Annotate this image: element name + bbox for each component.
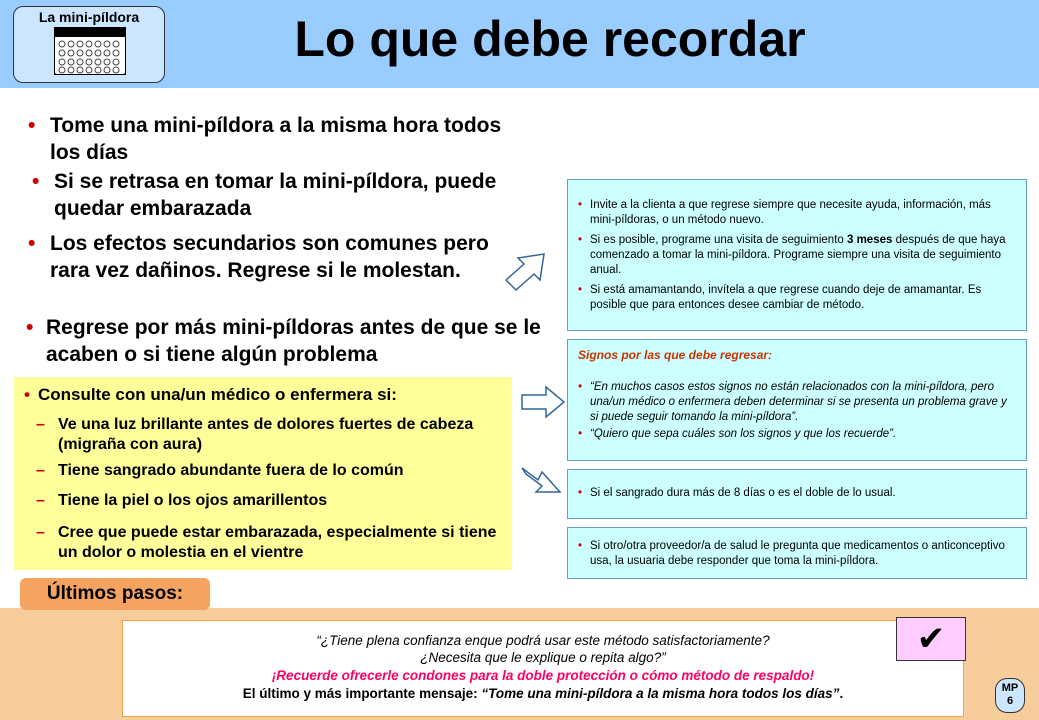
- consult-item-text: Tiene la piel o los ojos amarillentos: [58, 492, 328, 509]
- consult-item-text: Cree que puede estar embarazada, especialmente si tiene un dolor o molestia en el vientre: [58, 524, 497, 561]
- bullet-icon: •: [578, 381, 583, 393]
- consult-heading: [24, 385, 397, 405]
- module-code-badge: [995, 678, 1025, 713]
- info-item-text: después de que haya comenzado a tomar la mini-píldora. Programe siempre una visita de seguimiento anual.: [590, 234, 1006, 276]
- dash-icon: –: [36, 462, 45, 479]
- info-item: [568, 486, 1026, 501]
- main-bullet-text: Regrese por más mini-píldoras antes de que se le acaben o si tiene algún problema: [46, 316, 541, 366]
- bullet-icon: •: [578, 428, 583, 440]
- info-item: [568, 283, 1026, 313]
- info-box-signs: [567, 339, 1027, 461]
- info-item-text: Si el sangrado dura más de 8 días o es el doble de lo usual.: [590, 487, 896, 499]
- dash-icon: –: [36, 492, 45, 509]
- key-message-quote: “Tome una mini-píldora a la misma hora todos los días”: [481, 686, 840, 701]
- info-box-followup: [567, 179, 1027, 331]
- info-item-text: Invite a la clienta a que regrese siempre que necesite ayuda, información, más mini-píldoras, o un método nuevo.: [590, 199, 991, 226]
- bullet-icon: •: [578, 234, 583, 246]
- bullet-icon: •: [578, 199, 583, 211]
- info-item-text: Si otro/otra proveedor/a de salud le pregunta que medicamentos o anticonceptivo usa, la usuaria debe responder que toma la mini-píldora.: [590, 540, 1005, 567]
- bullet-icon: •: [578, 487, 583, 499]
- bullet-icon: •: [32, 170, 40, 193]
- dash-icon: –: [36, 524, 45, 541]
- method-badge: [13, 6, 165, 83]
- info-box-provider: [567, 527, 1027, 579]
- info-item-text: “En muchos casos estos signos no están relacionados con la mini-píldora, pero una/un médico o enfermera deben determinar si se presenta un problema grave y si puede seguir tomando la mini-píldora”.: [590, 381, 1007, 423]
- dash-icon: –: [36, 416, 45, 433]
- pill-pack-icon: [54, 27, 126, 75]
- key-message-suffix: .: [839, 686, 844, 701]
- bullet-icon: •: [578, 540, 583, 552]
- info-item: [568, 539, 1026, 569]
- consult-item: [36, 415, 506, 455]
- main-bullet-text: Si se retrasa en tomar la mini-píldora, puede quedar embarazada: [54, 170, 497, 220]
- checkmark-icon: ✔: [896, 617, 966, 661]
- key-message: [123, 686, 963, 701]
- main-bullet-text: Los efectos secundarios son comunes pero rara vez dañinos. Regrese si le molestan.: [50, 232, 489, 282]
- main-bullet-text: Tome una mini-píldora a la misma hora todos los días: [50, 114, 502, 164]
- closing-question-1: “¿Tiene plena confianza enque podrá usar este método satisfactoriamente?: [316, 633, 770, 648]
- info-item-emphasis: 3 meses: [846, 234, 893, 246]
- main-bullet-2: [32, 168, 502, 222]
- info-item: [568, 233, 1026, 278]
- info-item-text: Si es posible, programe una visita de seguimiento: [590, 234, 844, 246]
- consult-box: [14, 377, 512, 570]
- consult-item-text: Ve una luz brillante antes de dolores fuertes de cabeza (migraña con aura): [58, 416, 474, 453]
- bullet-icon: •: [24, 385, 30, 404]
- info-item: [568, 380, 1026, 425]
- module-code-bottom: 6: [1006, 695, 1014, 707]
- header-band: [0, 0, 1039, 88]
- module-code-top: MP: [1001, 682, 1019, 694]
- bullet-icon: •: [26, 316, 34, 339]
- closing-message-box: [122, 620, 964, 717]
- key-message-prefix: El último y más importante mensaje:: [242, 686, 482, 701]
- bullet-icon: •: [578, 284, 583, 296]
- bullet-icon: •: [28, 114, 36, 137]
- info-item: [568, 427, 1026, 442]
- arrow-right-icon: [520, 385, 566, 419]
- bullet-icon: •: [28, 232, 36, 255]
- info-item-text: Si está amamantando, invítela a que regrese cuando deje de amamantar. Es posible que para entonces desee cambiar de método.: [590, 284, 982, 311]
- arrow-up-right-icon: [502, 250, 550, 294]
- consult-item: [36, 491, 506, 511]
- info-item: [568, 198, 1026, 228]
- main-bullet-4: [26, 314, 556, 368]
- badge-label: La mini-píldora: [38, 9, 140, 25]
- consult-item: [36, 523, 506, 563]
- consult-item: [36, 461, 506, 481]
- arrow-down-right-icon: [518, 458, 564, 498]
- main-bullet-1: [28, 112, 508, 166]
- condom-reminder: ¡Recuerde ofrecerle condones para la doble protección o cómo método de respaldo!: [271, 668, 815, 683]
- consult-item-text: Tiene sangrado abundante fuera de lo común: [58, 462, 404, 479]
- page-title: Lo que debe recordar: [294, 11, 806, 67]
- last-steps-label: Últimos pasos:: [20, 578, 210, 610]
- consult-heading-text: Consulte con una/un médico o enfermera si:: [37, 385, 397, 404]
- info-box-bleeding: [567, 469, 1027, 519]
- main-bullet-3: [28, 230, 508, 284]
- signs-heading: Signos por las que debe regresar:: [578, 348, 773, 362]
- info-item-text: “Quiero que sepa cuáles son los signos y que los recuerde”.: [590, 428, 897, 440]
- closing-question-2: ¿Necesita que le explique o repita algo?”: [420, 650, 666, 665]
